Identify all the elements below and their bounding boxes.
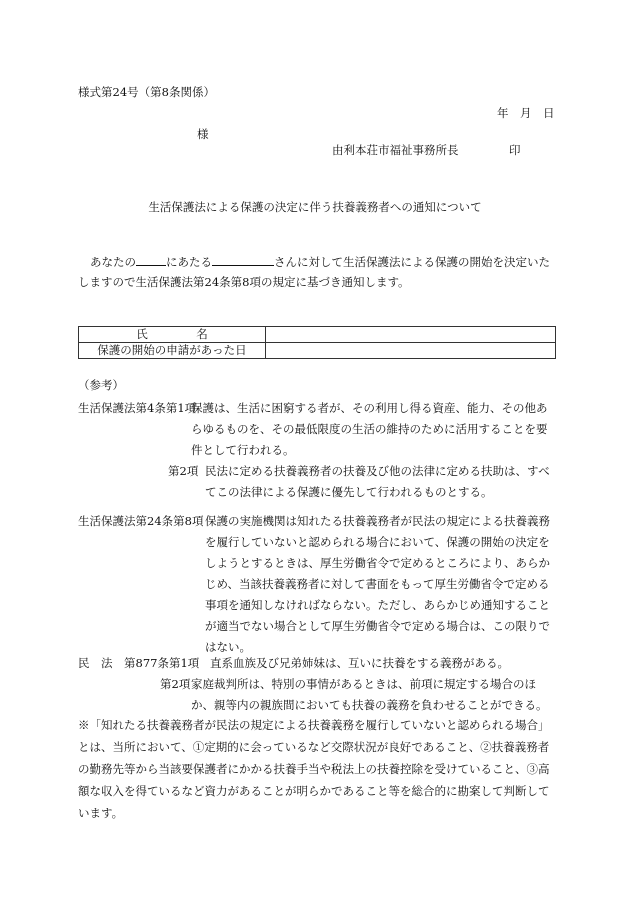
law2-text: 保護の実施機関は知れたる扶養義務者が民法の規定による扶養義務を履行していないと認められる場合において、保護の開始の決定をしようとするときは、厚生労働省令で定めるところにより、あらかじめ、当該扶養義務者に対して書面をもって厚生労働省令で定める事項を通知しなければならない。ただし、あらかじめ通知することが適当でない場合として厚生労働省令で定める場合は、この限りではない。 — [205, 514, 550, 654]
seal-mark: 印 — [509, 143, 521, 157]
body-part2: にあたる — [166, 255, 212, 269]
law3b-heading: 第2項 — [160, 677, 191, 691]
law1-heading: 生活保護法第4条第1項 — [78, 401, 197, 415]
body-part1: あなたの — [90, 255, 136, 269]
body-part3: さんに対して生活保護法による保護の開始を決定いたしますので生活保護法第24条第8項の規定に基づき通知します。 — [78, 255, 550, 289]
law3-text: 直系血族及び兄弟姉妹は、互いに扶養をする義務がある。 — [210, 656, 509, 670]
table-row — [79, 327, 556, 343]
relation-blank — [136, 254, 166, 266]
document-title: 生活保護法による保護の決定に伴う扶養義務者への通知について — [148, 200, 482, 214]
person-name-blank — [212, 254, 274, 266]
law1b-heading: 第2項 — [168, 464, 199, 478]
info-table — [78, 326, 556, 359]
law1b-text: 民法に定める扶養義務者の扶養及び他の法律に定める扶助は、すべてこの法律による保護に優先して行われるものとする。 — [205, 464, 550, 499]
explanatory-note: ※「知れたる扶養義務者が民法の規定による扶養義務を履行していないと認められる場合」とは、当所において、①定期的に会っているなど交際状況が良好であること、②扶養義務者の勤務先等から当該要保護者にかかる扶養手当や税法上の扶養控除を受けていること、③高額な収入を得ているなど資力があることが明らかであること等を総合的に勘案して判断しています。 — [78, 718, 550, 820]
sender-name: 由利本荘市福祉事務所長 — [332, 143, 459, 157]
law3-heading: 民 法 第877条第1項 — [78, 656, 200, 670]
name-label-b: 名 — [196, 327, 208, 341]
law2-heading: 生活保護法第24条第8項 — [78, 514, 204, 528]
name-label-cell — [79, 327, 266, 343]
law3b-text: 家庭裁判所は、特別の事情があるときは、前項に規定する場合のほか、親等内の親族間においても扶養の義務を負わせることができる。 — [191, 677, 548, 712]
name-label-a: 氏 — [136, 327, 148, 341]
notice-body — [78, 252, 556, 292]
law1-text: 保護は、生活に困窮する者が、その利用し得る資産、能力、その他あらゆるものを、その最低限度の生活の維持のために活用することを要件として行われる。 — [191, 401, 548, 457]
reference-heading: （参考） — [78, 378, 124, 392]
form-number: 様式第24号（第8条関係） — [78, 85, 215, 99]
name-value-cell — [266, 327, 556, 343]
addressee-suffix: 様 — [197, 127, 209, 141]
table-row — [79, 343, 556, 359]
date-placeholder: 年 月 日 — [497, 106, 555, 120]
application-date-label: 保護の開始の申請があった日 — [79, 343, 266, 359]
application-date-value — [266, 343, 556, 359]
